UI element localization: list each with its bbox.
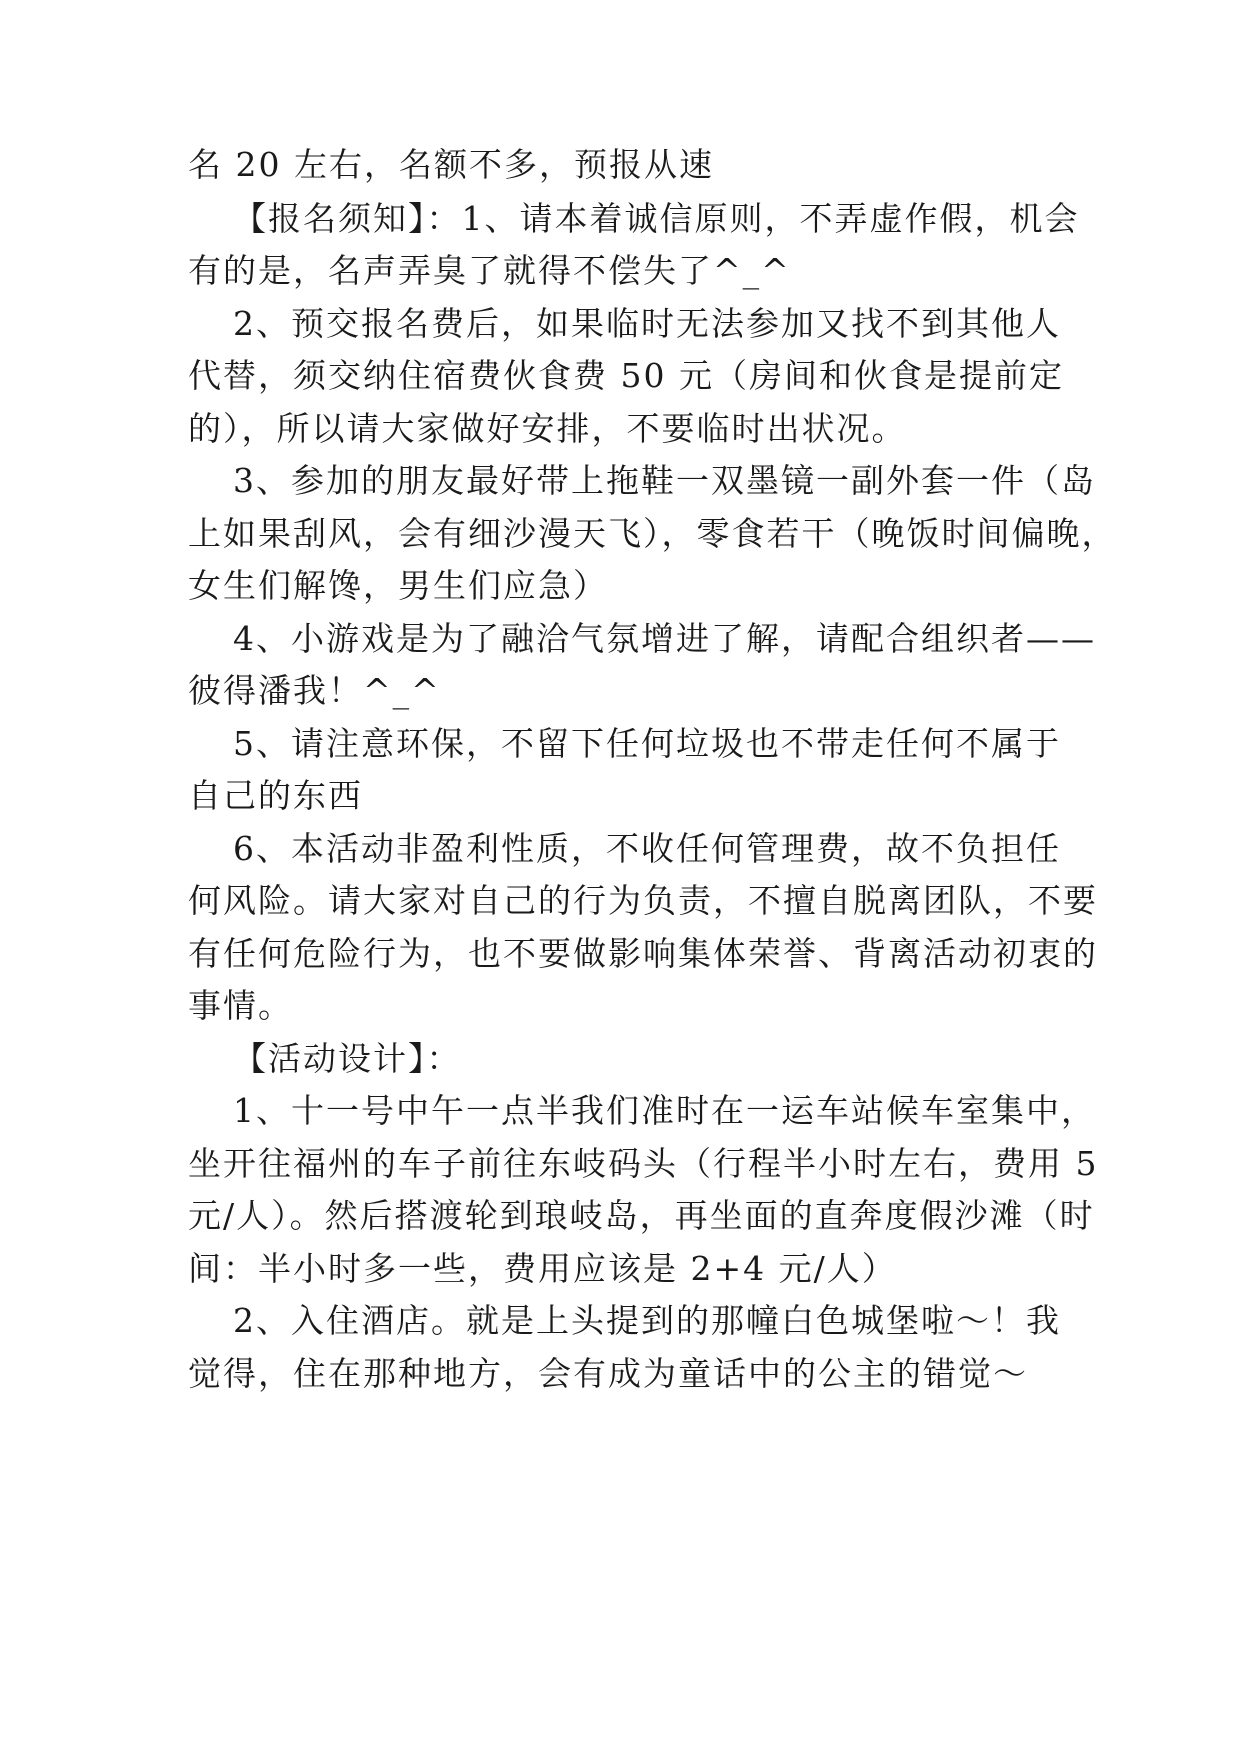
text-line: 元/人）。然后搭渡轮到琅岐岛，再坐面的直奔度假沙滩（时: [188, 1196, 1095, 1235]
list-item-2: 2、预交报名费后，如果临时无法参加又找不到其他人: [233, 304, 1061, 343]
text-line: 上如果刮风，会有细沙漫天飞），零食若干（晚饭时间偏晚，: [188, 514, 1117, 553]
text-line: 有的是，名声弄臭了就得不偿失了^_^: [188, 251, 791, 290]
text-line: 女生们解馋，男生们应急）: [188, 566, 608, 605]
text-line: 间：半小时多一些，费用应该是 2+4 元/人）: [188, 1249, 897, 1288]
heading-activity-design: 【活动设计】：: [233, 1039, 462, 1078]
list-item-4: 4、小游戏是为了融洽气氛增进了解，请配合组织者——: [233, 619, 1096, 658]
text-line: 代替，须交纳住宿费伙食费 50 元（房间和伙食是提前定: [188, 356, 1064, 395]
text-line: 觉得，住在那种地方，会有成为童话中的公主的错觉～: [188, 1354, 1028, 1393]
text-line: 自己的东西: [188, 776, 363, 815]
text-line: 彼得潘我！^_^: [188, 671, 441, 710]
text-line: 名 20 左右，名额不多，预报从速: [188, 145, 714, 184]
list-item-3: 3、参加的朋友最好带上拖鞋一双墨镜一副外套一件（岛: [233, 461, 1096, 500]
activity-item-1: 1、十一号中午一点半我们准时在一运车站候车室集中，: [233, 1091, 1096, 1130]
text-line: 何风险。请大家对自己的行为负责，不擅自脱离团队，不要: [188, 881, 1098, 920]
list-item-5: 5、请注意环保，不留下任何垃圾也不带走任何不属于: [233, 724, 1061, 763]
heading-registration-notes: 【报名须知】：1、请本着诚信原则，不弄虚作假，机会: [233, 199, 1080, 238]
activity-item-2: 2、入住酒店。就是上头提到的那幢白色城堡啦～！我: [233, 1301, 1061, 1340]
text-line: 坐开往福州的车子前往东岐码头（行程半小时左右，费用 5: [188, 1144, 1099, 1183]
text-line: 有任何危险行为，也不要做影响集体荣誉、背离活动初衷的: [188, 934, 1098, 973]
text-line: 的），所以请大家做好安排，不要临时出状况。: [188, 409, 907, 448]
list-item-6: 6、本活动非盈利性质，不收任何管理费，故不负担任: [233, 829, 1061, 868]
text-line: 事情。: [188, 986, 293, 1025]
